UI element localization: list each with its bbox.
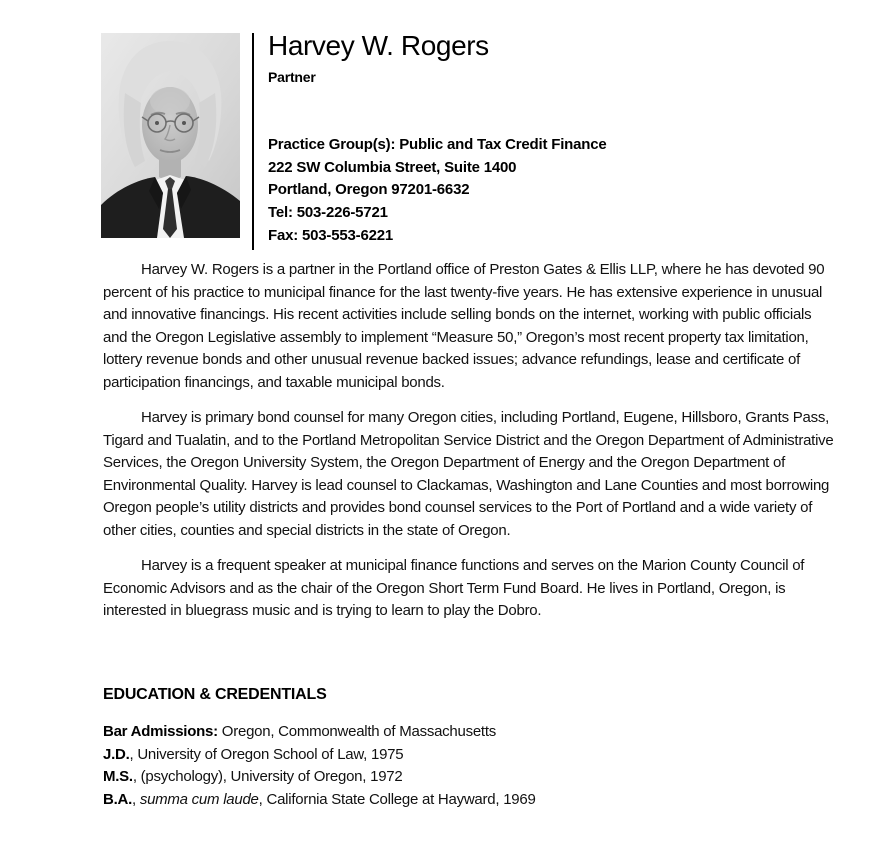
fax-line: Fax: 503-553-6221	[268, 226, 394, 244]
credential-bar-admissions: Bar Admissions: Oregon, Commonwealth of Massachusetts	[103, 723, 497, 740]
practice-group-line: Practice Group(s): Public and Tax Credit Finance	[268, 136, 607, 153]
bio-paragraph: Harvey is a frequent speaker at municipal finance functions and serves on the Marion County Council of Economic Advisors and as the chair of the Oregon Short Term Fund Board. He lives in Portland, Oregon, is interested in bluegrass music and is trying to learn to play the Dobro.	[103, 557, 805, 619]
address-line-2: Portland, Oregon 97201-6632	[268, 181, 470, 199]
credential-ba: B.A., summa cum laude, California State College at Hayward, 1969	[103, 790, 536, 808]
portrait-photo-icon	[101, 33, 240, 238]
person-name: Harvey W. Rogers	[268, 30, 489, 61]
person-title: Partner	[268, 69, 316, 85]
credential-jd: J.D., University of Oregon School of Law, 1975	[103, 745, 404, 763]
biography-section	[103, 259, 834, 636]
bio-paragraph: Harvey is primary bond counsel for many Oregon cities, including Portland, Eugene, Hillsboro, Grants Pass, Tigard and Tualatin, and to the Portland Metropolitan Service District and the Oregon Department of Administrative Services, the Oregon University System, the Oregon Department of Energy and the Oregon Department of Environmental Quality. Harvey is lead counsel to Clackamas, Washington and Lane Counties and most borrowing Oregon people’s utility districts and provides bond counsel services to the Port of Portland and a wide variety of other cities, counties and special districts in the state of Oregon.	[103, 409, 834, 539]
portrait-photo	[101, 33, 240, 238]
credentials-list	[103, 721, 834, 811]
bio-paragraph: Harvey W. Rogers is a partner in the Portland office of Preston Gates & Ellis LLP, where he has devoted 90 percent of his practice to municipal finance for the last twenty-five years. He has extensive experience in unusual and innovative financings. His recent activities include selling bonds on the internet, working with public officials and the Oregon Legislative assembly to implement “Measure 50,” Oregon’s most recent property tax limitation, lottery revenue bonds and other unusual revenue backed issues; advance refundings, lease and certificate of participation financings, and taxable municipal bonds.	[103, 261, 825, 391]
tel-line: Tel: 503-226-5721	[268, 204, 388, 222]
credential-ms: M.S., (psychology), University of Oregon, 1972	[103, 768, 403, 786]
address-line-1: 222 SW Columbia Street, Suite 1400	[268, 158, 517, 176]
header-divider-line	[252, 33, 254, 250]
header-text-block	[268, 30, 838, 249]
education-heading: EDUCATION & CREDENTIALS	[103, 686, 327, 703]
education-section	[103, 686, 834, 811]
email-line	[268, 248, 838, 249]
contact-block	[268, 134, 838, 249]
